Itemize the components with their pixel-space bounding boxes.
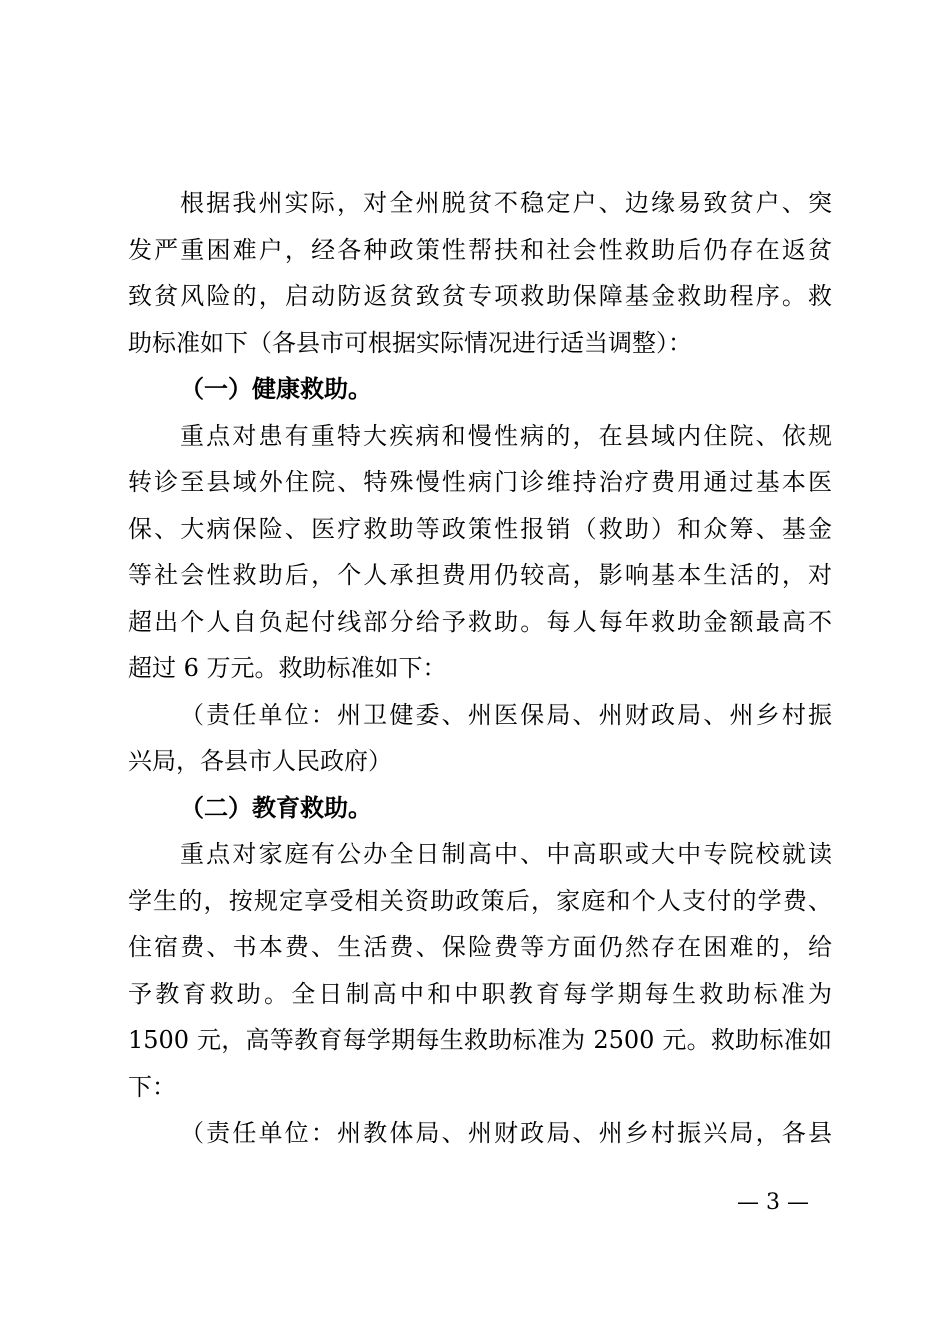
section-heading-health: （一）健康救助。 [180, 374, 372, 403]
paragraph-line: 助标准如下（各县市可根据实际情况进行适当调整）： [128, 328, 692, 357]
paragraph-line: 学生的，按规定享受相关资助政策后，家庭和个人支付的学费、 [128, 886, 832, 915]
responsible-units-line: 兴局，各县市人民政府） [128, 747, 392, 775]
paragraph-line: 致贫风险的，启动防返贫致贫专项救助保障基金救助程序。救 [128, 282, 832, 310]
body-text [128, 180, 832, 1157]
paragraph-line: 超过 6 万元。救助标准如下： [128, 654, 447, 682]
paragraph-line: 重点对患有重特大疾病和慢性病的，在县域内住院、依规 [180, 421, 832, 450]
paragraph-line: 下： [128, 1072, 176, 1101]
responsible-units-line: （责任单位：州卫健委、州医保局、州财政局、州乡村振 [180, 700, 832, 729]
section-heading-education: （二）教育救助。 [180, 792, 372, 822]
paragraph-line: 保、大病保险、医疗救助等政策性报销（救助）和众筹、基金 [128, 514, 832, 543]
paragraph-line: 重点对家庭有公办全日制高中、中高职或大中专院校就读 [180, 840, 832, 868]
paragraph-line: 予教育救助。全日制高中和中职教育每学期每生救助标准为 [128, 979, 832, 1008]
responsible-units-line: （责任单位：州教体局、州财政局、州乡村振兴局，各县 [180, 1119, 832, 1147]
paragraph-line: 住宿费、书本费、生活费、保险费等方面仍然存在困难的，给 [128, 933, 832, 961]
paragraph-line: 发严重困难户，经各种政策性帮扶和社会性救助后仍存在返贫 [128, 235, 832, 264]
paragraph-line: 转诊至县域外住院、特殊慢性病门诊维持治疗费用通过基本医 [128, 468, 832, 496]
paragraph-line: 根据我州实际，对全州脱贫不稳定户、边缘易致贫户、突 [180, 189, 832, 217]
page-number: — 3 — [737, 1190, 809, 1215]
paragraph-line: 1500 元，高等教育每学期每生救助标准为 2500 元。救助标准如 [128, 1026, 832, 1054]
paragraph-line: 超出个人自负起付线部分给予救助。每人每年救助金额最高不 [128, 607, 832, 636]
paragraph-line: 等社会性救助后，个人承担费用仍较高，影响基本生活的，对 [128, 561, 832, 589]
